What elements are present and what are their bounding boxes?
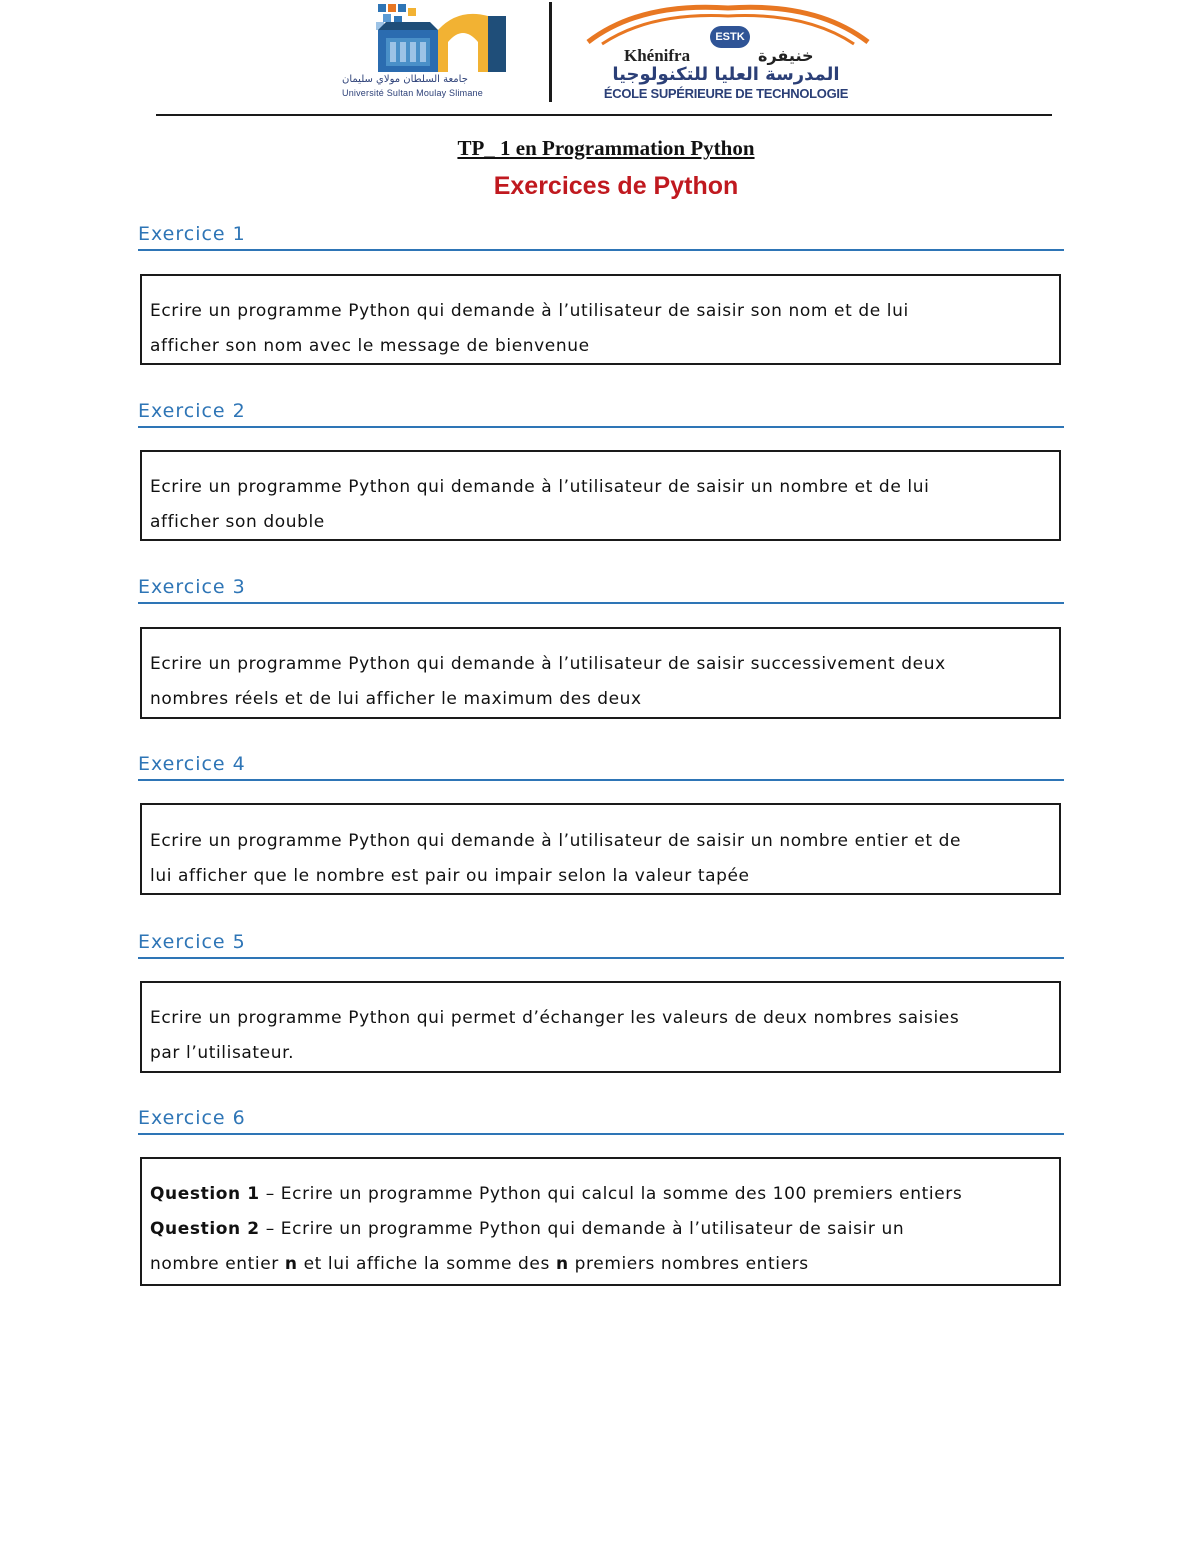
school-name-fr: ÉCOLE SUPÉRIEURE DE TECHNOLOGIE [603,86,849,101]
exercise-5-line-1: Ecrire un programme Python qui permet d’échanger les valeurs de deux nombres saisies [150,1008,960,1028]
exercise-2-heading: Exercice 2 [138,396,1064,428]
exercise-6-question-2-continued [150,1247,1049,1282]
header-divider [549,2,552,102]
question-2-text-b: et lui affiche la somme des [297,1254,556,1274]
exercise-6-box [140,1157,1061,1286]
document-title: TP_ 1 en Programmation Python [457,136,755,160]
question-2-label: Question 2 [150,1219,260,1239]
school-badge: ESTK [710,26,750,48]
exercise-5-heading: Exercice 5 [138,927,1064,959]
question-1-label: Question 1 [150,1184,260,1204]
exercise-1-box [140,274,1061,365]
exercise-5-line-2: par l’utilisateur. [150,1043,295,1063]
question-1-text: – Ecrire un programme Python qui calcul la somme des 100 premiers entiers [259,1184,963,1204]
question-2-var-n: n [284,1254,298,1274]
exercise-4-line-1: Ecrire un programme Python qui demande à l’utilisateur de saisir un nombre entier et de [150,831,962,851]
school-name-ar: المدرسة العليا للتكنولوجيا [612,64,840,85]
exercise-3-line-2: nombres réels et de lui afficher le maximum des deux [150,689,642,709]
university-logo-icon [338,2,528,74]
school-city-fr: Khénifra [624,46,691,65]
page-header [0,0,1200,110]
exercise-6-question-1 [150,1177,1049,1212]
exercise-4-box [140,803,1061,895]
document-subtitle: Exercices de Python [493,172,739,200]
exercise-4-heading: Exercice 4 [138,749,1064,781]
question-2-var-n-2: n [555,1254,569,1274]
exercise-1-line-1: Ecrire un programme Python qui demande à l’utilisateur de saisir son nom et de lui [150,301,909,321]
exercise-2-line-1: Ecrire un programme Python qui demande à l’utilisateur de saisir un nombre et de lui [150,477,930,497]
question-2-text-line-1: – Ecrire un programme Python qui demande à l’utilisateur de saisir un [259,1219,905,1239]
exercise-2-line-2: afficher son double [150,512,325,532]
school-logo [580,2,875,104]
university-logo [338,2,528,104]
exercise-6-heading: Exercice 6 [138,1103,1064,1135]
exercise-2-box [140,450,1061,541]
exercise-1-heading: Exercice 1 [138,219,1064,251]
question-2-text-c: premiers nombres entiers [568,1254,809,1274]
exercise-4-line-2: lui afficher que le nombre est pair ou impair selon la valeur tapée [150,866,750,886]
school-city-ar: خنيفرة [758,46,814,65]
exercise-3-box [140,627,1061,719]
exercise-5-box [140,981,1061,1073]
university-name-fr: Université Sultan Moulay Slimane [342,88,483,98]
header-rule [156,114,1052,116]
university-name-ar: جامعة السلطان مولاي سليمان [342,74,468,85]
exercise-3-heading: Exercice 3 [138,572,1064,604]
exercise-3-line-1: Ecrire un programme Python qui demande à l’utilisateur de saisir successivement deux [150,654,946,674]
question-2-text-a: nombre entier [150,1254,285,1274]
exercise-1-line-2: afficher son nom avec le message de bienvenue [150,336,590,356]
exercise-6-question-2 [150,1212,1049,1247]
